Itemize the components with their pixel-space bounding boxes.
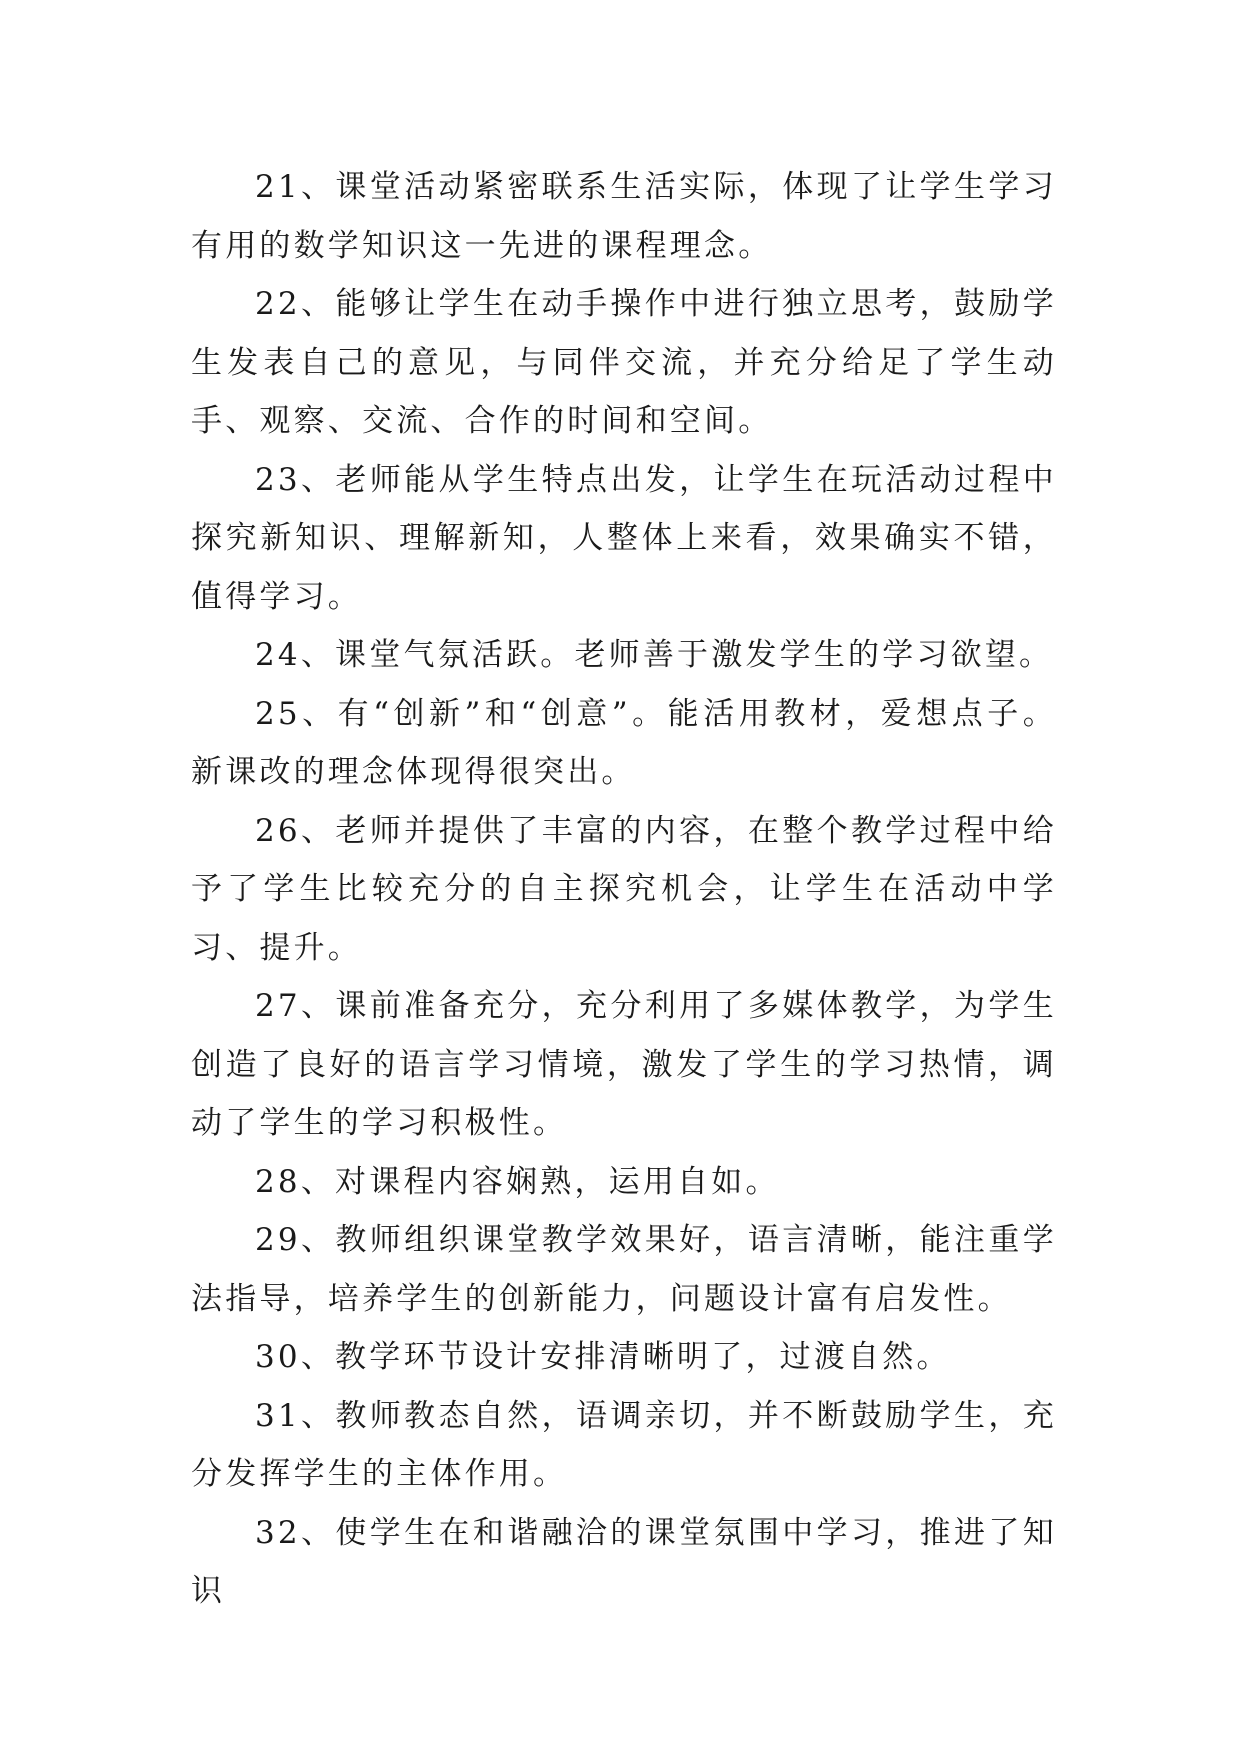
paragraph-26: 26、老师并提供了丰富的内容，在整个教学过程中给予了学生比较充分的自主探究机会，让学生在活动中学习、提升。 [191, 812, 1057, 966]
paragraph-24: 24、课堂气氛活跃。老师善于激发学生的学习欲望。 [255, 637, 1054, 673]
document-body [191, 158, 1057, 1621]
paragraph-25: 25、有“创新”和“创意”。能活用教材，爱想点子。新课改的理念体现得很突出。 [191, 695, 1057, 790]
paragraph-28: 28、对课程内容娴熟，运用自如。 [255, 1163, 780, 1200]
paragraph-21: 21、课堂活动紧密联系生活实际，体现了让学生学习有用的数学知识这一先进的课程理念。 [191, 169, 1057, 264]
paragraph-22: 22、能够让学生在动手操作中进行独立思考，鼓励学生发表自己的意见，与同伴交流，并充分给足了学生动手、观察、交流、合作的时间和空间。 [191, 286, 1057, 439]
paragraph-27: 27、课前准备充分，充分利用了多媒体教学，为学生创造了良好的语言学习情境，激发了学生的学习热情，调动了学生的学习积极性。 [191, 988, 1057, 1141]
paragraph-31: 31、教师教态自然，语调亲切，并不断鼓励学生，充分发挥学生的主体作用。 [191, 1397, 1057, 1492]
paragraph-30: 30、教学环节设计安排清晰明了，过渡自然。 [255, 1339, 951, 1375]
paragraph-23: 23、老师能从学生特点出发，让学生在玩活动过程中探究新知识、理解新知，人整体上来看，效果确实不错，值得学习。 [191, 461, 1057, 615]
paragraph-32: 32、使学生在和谐融洽的课堂氛围中学习，推进了知识 [191, 1514, 1057, 1609]
paragraph-29: 29、教师组织课堂教学效果好，语言清晰，能注重学法指导，培养学生的创新能力，问题设计富有启发性。 [191, 1222, 1057, 1317]
